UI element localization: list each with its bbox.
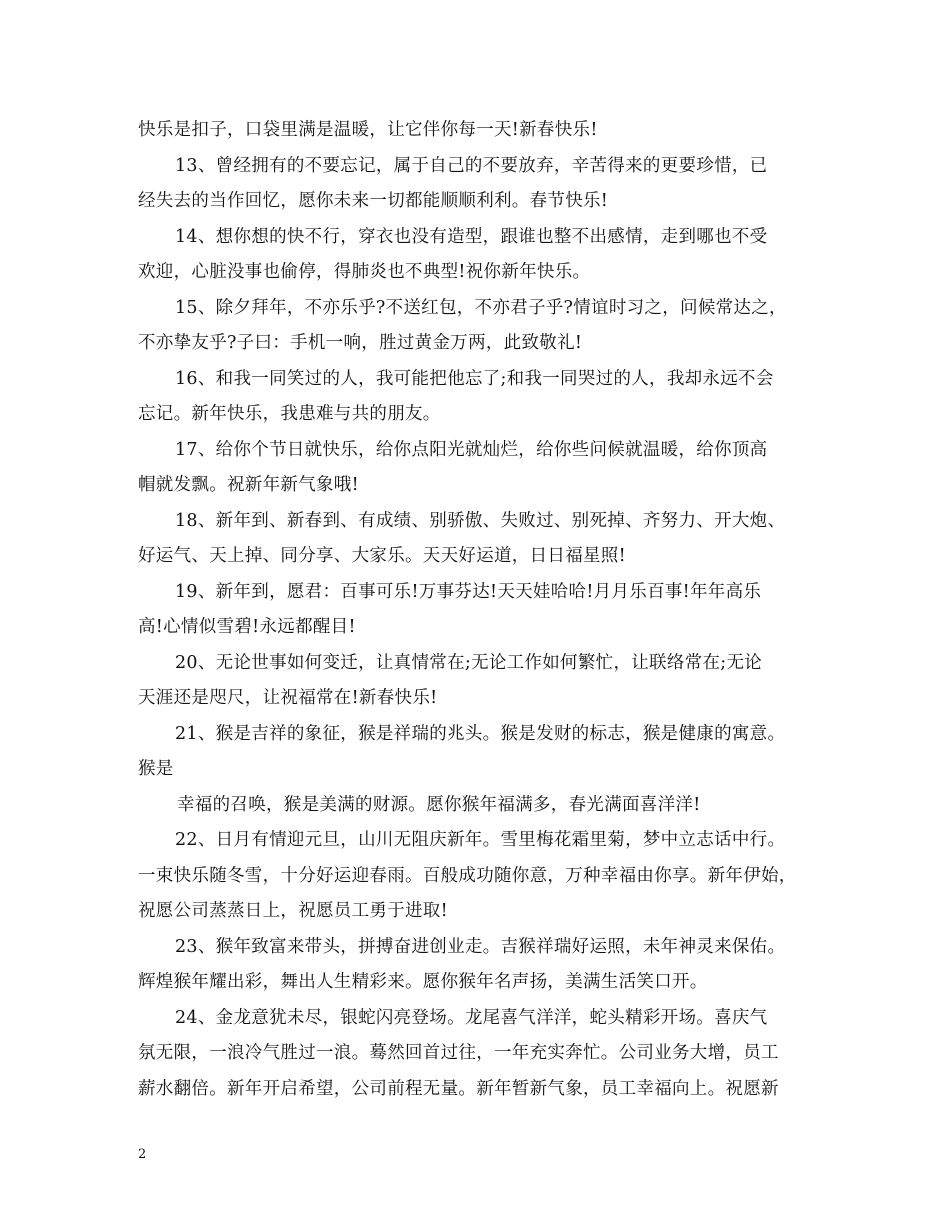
text-line: 祝愿公司蒸蒸日上，祝愿员工勇于进取!: [138, 901, 448, 921]
text-line: 13、曾经拥有的不要忘记，属于自己的不要放弃，辛苦得来的更要珍惜，已: [175, 155, 768, 176]
text-line: 一束快乐随冬雪，十分好运迎春雨。百般成功随你意，万种幸福由你享。新年伊始，: [138, 865, 797, 886]
body-text: [138, 116, 818, 1110]
text-line: 猴是: [138, 759, 174, 779]
text-line: 17、给你个节日就快乐，给你点阳光就灿烂，给你些问候就温暖，给你顶高: [175, 439, 768, 460]
text-line: 经失去的当作回忆，愿你未来一切都能顺顺利利。春节快乐!: [138, 191, 609, 211]
text-line: 好运气、天上掉、同分享、大家乐。天天好运道，日日福星照!: [138, 546, 626, 566]
text-line: 21、猴是吉祥的象征，猴是祥瑞的兆头。猴是发财的标志，猴是健康的寓意。: [175, 723, 786, 744]
text-line: 快乐是扣子，口袋里满是温暖，让它伴你每一天!新春快乐!: [138, 120, 598, 140]
text-line: 辉煌猴年耀出彩，舞出人生精彩来。愿你猴年名声扬，美满生活笑口开。: [138, 972, 708, 992]
text-line: 14、想你想的快不行，穿衣也没有造型，跟谁也整不出感情，走到哪也不受: [175, 226, 768, 247]
text-line: 24、金龙意犹未尽，银蛇闪亮登场。龙尾喜气洋洋，蛇头精彩开场。喜庆气: [175, 1007, 768, 1028]
text-line: 忘记。新年快乐，我患难与共的朋友。: [138, 404, 441, 424]
text-line: 薪水翻倍。新年开启希望，公司前程无量。新年暂新气象，员工幸福向上。祝愿新: [138, 1078, 779, 1099]
text-line: 20、无论世事如何变迁，让真情常在;无论工作如何繁忙，让联络常在;无论: [175, 652, 763, 673]
text-line: 幸福的召唤，猴是美满的财源。愿你猴年福满多，春光满面喜洋洋!: [177, 794, 701, 815]
text-line: 高!心情似雪碧!永远都醒目!: [138, 617, 356, 637]
text-line: 天涯还是咫尺，让祝福常在!新春快乐!: [138, 688, 438, 708]
text-line: 19、新年到，愿君：百事可乐!万事芬达!天天娃哈哈!月月乐百事!年年高乐: [175, 581, 762, 602]
text-line: 不亦挚友乎?子曰：手机一响，胜过黄金万两，此致敬礼!: [138, 333, 583, 353]
text-line: 15、除夕拜年，不亦乐乎?不送红包，不亦君子乎?情谊时习之，问候常达之，: [175, 297, 787, 318]
text-line: 氛无限，一浪冷气胜过一浪。蓦然回首过往，一年充实奔忙。公司业务大增，员工: [138, 1043, 779, 1063]
text-line: 23、猴年致富来带头，拼搏奋进创业走。吉猴祥瑞好运照，未年神灵来保佑。: [175, 936, 786, 957]
text-line: 22、日月有情迎元旦，山川无阻庆新年。雪里梅花霜里菊，梦中立志话中行。: [175, 830, 786, 850]
text-line: 18、新年到、新春到、有成绩、别骄傲、失败过、别死掉、齐努力、开大炮、: [175, 510, 786, 531]
text-line: 欢迎，心脏没事也偷停，得肺炎也不典型!祝你新年快乐。: [138, 262, 591, 282]
text-line: 16、和我一同笑过的人，我可能把他忘了;和我一同哭过的人，我却永远不会: [175, 368, 774, 389]
page-number: 2: [138, 1147, 147, 1162]
text-line: 帽就发飘。祝新年新气象哦!: [138, 475, 359, 495]
